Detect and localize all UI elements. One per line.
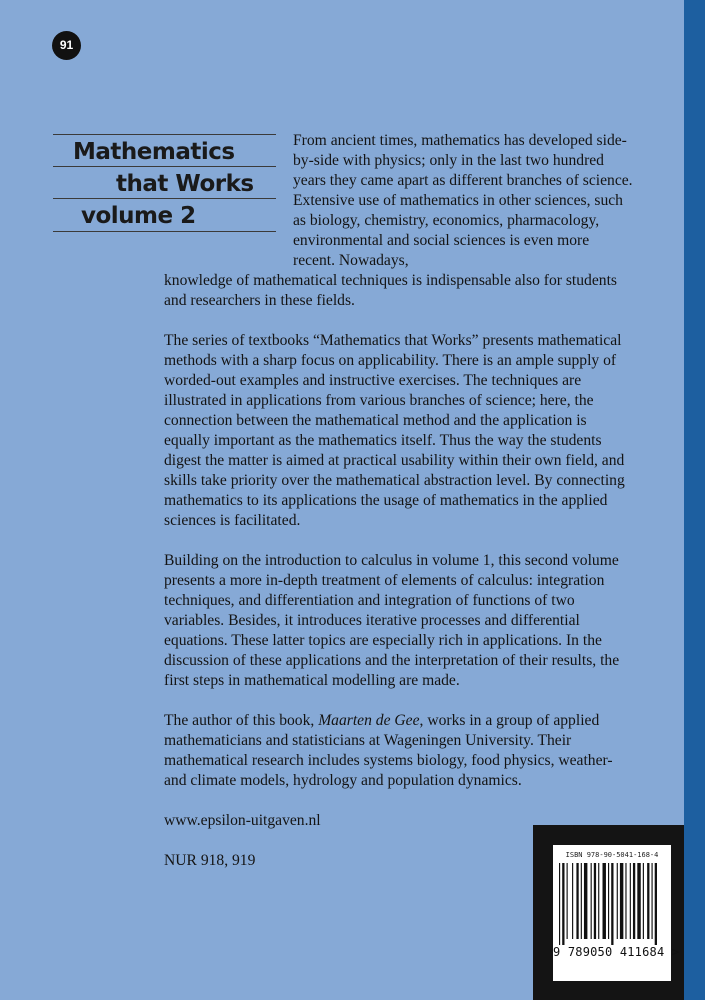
blurb-text xyxy=(164,131,634,891)
series-number-badge: 91 xyxy=(52,31,81,60)
paragraph-intro-tail: knowledge of mathematical techniques is indispensable also for students and researchers in these fields. xyxy=(164,272,617,309)
nur-code: NUR 918, 919 xyxy=(164,852,256,869)
paragraph-intro xyxy=(164,131,634,311)
paragraph-contents: Building on the introduction to calculus in volume 1, this second volume presents a more in-depth treatment of elements of calculus: integration techniques, and differentiation and integration of functions of two variables. Besides, it introduces iterative processes and differential equations. These latter topics are especially rich in applications. In the discussion of these applications and the interpretation of their results, the first steps in mathematical modelling are made. xyxy=(164,552,620,689)
isbn-digits: 9 789050 411684 > xyxy=(553,945,680,959)
publisher-website[interactable]: www.epsilon-uitgaven.nl xyxy=(164,812,321,829)
title-line-2: that Works xyxy=(53,166,276,198)
paragraph-intro-lead: From ancient times, mathematics has developed side-by-side with physics; only in the last two hundred years they came apart as different branches of science. Extensive use of mathematics in other sciences, such as biology, chemistry, economics, pharmacology, environmental and social sciences is even more recent. Nowadays, xyxy=(293,132,633,269)
barcode-label xyxy=(553,845,680,981)
paragraph-author: The author of this book, Maarten de Gee, works in a group of applied mathematicians and statisticians at Wageningen University. Their mathematical research includes systems biology, food physics, weather- and climate models, hydrology and population dynamics. xyxy=(164,712,613,789)
isbn-text: ISBN 978-90-5041-168-4 xyxy=(565,851,659,859)
title-line-3: volume 2 xyxy=(53,198,276,232)
barcode-bars xyxy=(557,863,667,945)
paragraph-series: The series of textbooks “Mathematics that Works” presents mathematical methods with a sharp focus on applicability. There is an ample supply of worded-out examples and instructive exercises. The techniques are illustrated in applications from various branches of science; here, the connection between the mathematical method and the application is equally important as the mathematics itself. Thus the way the students digest the matter is aimed at practical usability within their own field, and skills take priority over the mathematical abstraction level. By connecting mathematics to its applications the usage of mathematics in the applied sciences is facilitated. xyxy=(164,332,625,529)
spine-strip xyxy=(684,0,705,1000)
author-name: Maarten de Gee xyxy=(318,712,420,729)
title-line-1: Mathematics xyxy=(53,134,276,166)
